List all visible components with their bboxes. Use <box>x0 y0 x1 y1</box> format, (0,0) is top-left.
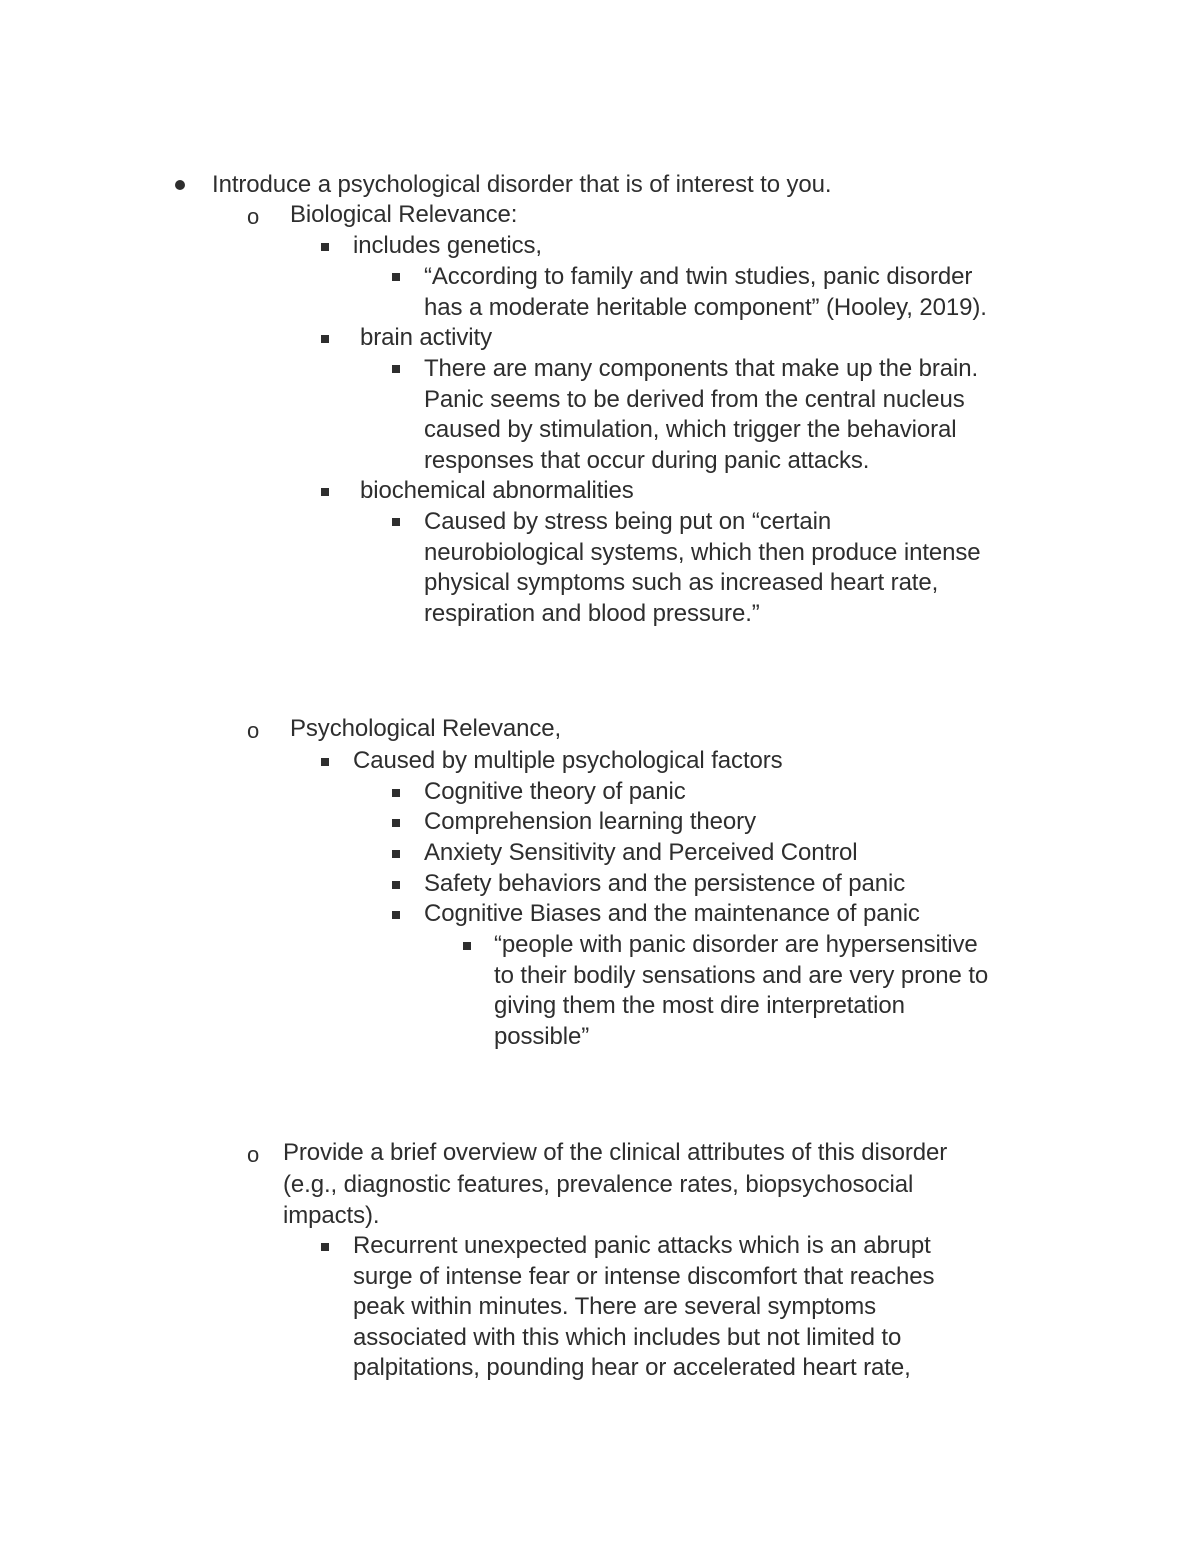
brain-detail-line: Panic seems to be derived from the central nucleus <box>424 386 965 413</box>
square-bullet <box>392 365 400 373</box>
factor-item: Cognitive Biases and the maintenance of panic <box>424 900 920 927</box>
clinical-detail-line: palpitations, pounding hear or accelerated heart rate, <box>353 1354 911 1381</box>
square-bullet <box>321 1243 329 1251</box>
brain-detail-line: caused by stimulation, which trigger the behavioral <box>424 416 957 443</box>
factor-item: Safety behaviors and the persistence of panic <box>424 870 906 897</box>
square-bullet <box>392 518 400 526</box>
clinical-prompt-line: (e.g., diagnostic features, prevalence rates, biopsychosocial <box>283 1171 914 1198</box>
biochemical-detail-line: Caused by stress being put on “certain <box>424 508 832 535</box>
biochemical-detail-line: respiration and blood pressure.” <box>424 600 760 627</box>
psych-quote-line: to their bodily sensations and are very prone to <box>494 962 989 989</box>
brain-detail-line: responses that occur during panic attacks. <box>424 447 870 474</box>
psych-quote-line: giving them the most dire interpretation <box>494 992 905 1019</box>
circle-bullet: o <box>247 718 260 743</box>
psych-quote-line: possible” <box>494 1023 590 1050</box>
biochemical-detail-line: neurobiological systems, which then produce intense <box>424 539 981 566</box>
circle-bullet: o <box>247 204 260 229</box>
intro-item: Introduce a psychological disorder that is of interest to you. <box>212 171 832 198</box>
square-bullet <box>321 488 329 496</box>
genetics-label: includes genetics, <box>353 232 542 259</box>
square-bullet <box>321 758 329 766</box>
brain-label: brain activity <box>360 324 492 351</box>
square-bullet <box>321 243 329 251</box>
circle-bullet: o <box>247 1142 260 1167</box>
factor-item: Anxiety Sensitivity and Perceived Control <box>424 839 858 866</box>
clinical-prompt-line: Provide a brief overview of the clinical attributes of this disorder <box>283 1139 948 1166</box>
clinical-prompt-line: impacts). <box>283 1202 380 1229</box>
clinical-detail-line: peak within minutes. There are several symptoms <box>353 1293 877 1320</box>
factor-item: Comprehension learning theory <box>424 808 756 835</box>
clinical-detail-line: associated with this which includes but not limited to <box>353 1324 902 1351</box>
psych-quote-line: “people with panic disorder are hypersensitive <box>494 931 978 958</box>
psychological-heading: Psychological Relevance, <box>290 715 562 742</box>
disc-bullet <box>175 180 185 190</box>
clinical-detail-line: surge of intense fear or intense discomfort that reaches <box>353 1263 935 1290</box>
biological-heading: Biological Relevance: <box>290 201 518 228</box>
square-bullet <box>463 942 471 950</box>
square-bullet <box>392 789 400 797</box>
brain-detail-line: There are many components that make up the brain. <box>424 355 979 382</box>
factor-item: Cognitive theory of panic <box>424 778 686 805</box>
square-bullet <box>392 850 400 858</box>
clinical-detail-line: Recurrent unexpected panic attacks which is an abrupt <box>353 1232 931 1259</box>
genetics-quote-line: “According to family and twin studies, panic disorder <box>424 263 973 290</box>
biochemical-label: biochemical abnormalities <box>360 477 634 504</box>
factors-label: Caused by multiple psychological factors <box>353 747 783 774</box>
square-bullet <box>392 273 400 281</box>
square-bullet <box>321 335 329 343</box>
square-bullet <box>392 911 400 919</box>
genetics-quote-line: has a moderate heritable component” (Hooley, 2019). <box>424 294 987 321</box>
square-bullet <box>392 819 400 827</box>
square-bullet <box>392 881 400 889</box>
biochemical-detail-line: physical symptoms such as increased heart rate, <box>424 569 939 596</box>
